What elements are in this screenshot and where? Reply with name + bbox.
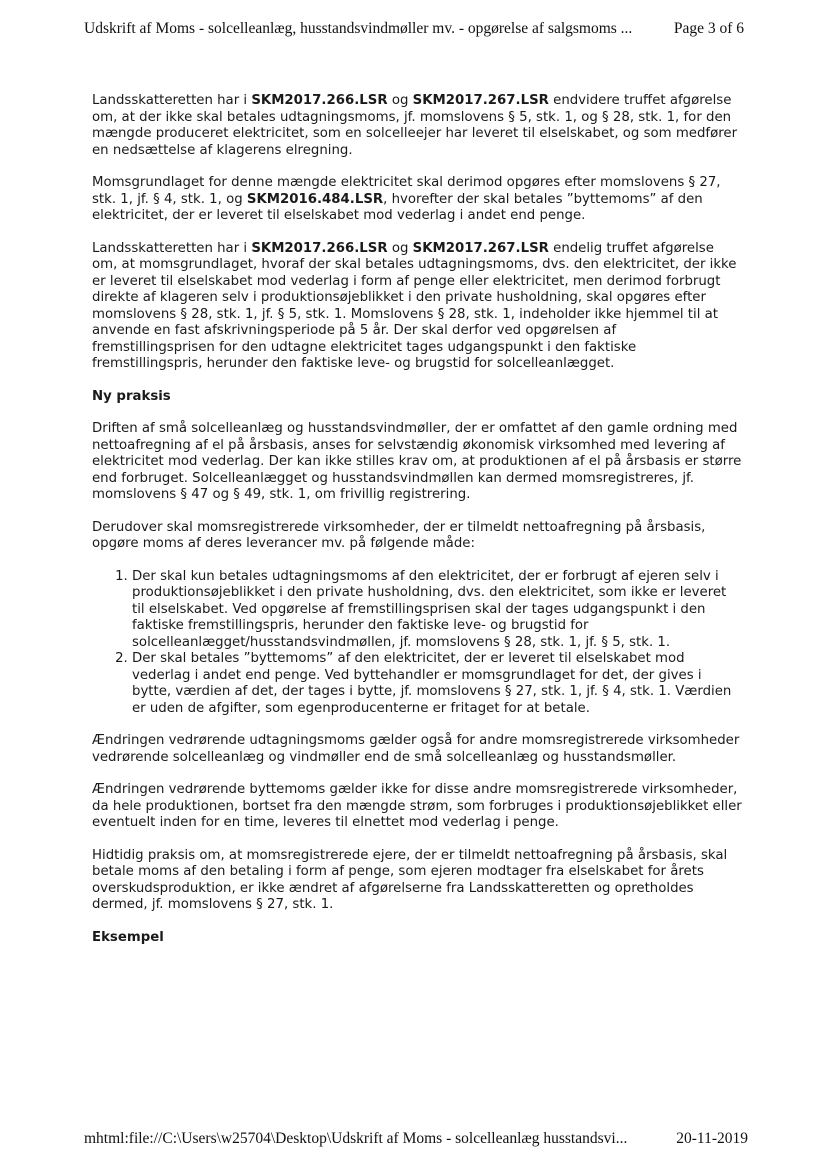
paragraph-4: Driften af små solcelleanlæg og husstandsvindmøller, der er omfattet af den gamle ordning med nettoafregning af el på årsbasis, anses for selvstændig økonomisk virksomhed med levering af elektricitet mod vederlag. Der kan ikke stilles krav om, at produktionen af el på årsbasis er større end forbruget. Solcelleanlægget og husstandsvindmøllen kan dermed momsregistreres, jf. momslovens § 47 og § 49, stk. 1, om frivillig registrering. — [92, 421, 742, 502]
ruling-link: SKM2017.267.LSR — [412, 93, 549, 108]
list-item: 2. Der skal betales ”byttemoms” af den elektricitet, der er leveret til elselskabet mod vederlag i andet end penge. Ved byttehandler er momsgrundlaget for det, der gives i bytte, værdien af det, der tages i bytte, jf. momslovens § 27, stk. 1, jf. § 4, stk. 1. Værdien er uden de afgifter, som egenproducenterne er fritaget for at betale. — [132, 651, 742, 717]
section-heading-ny-praksis: Ny praksis — [92, 388, 171, 404]
print-header — [84, 20, 744, 38]
paragraph-2: Momsgrundlaget for denne mængde elektricitet skal derimod opgøres efter momslovens § 27, stk. 1, jf. § 4, stk. 1, og SKM2016.484.LSR, hvorefter der skal betales ”byttemoms” af den elektricitet, der er leveret til elselskabet mod vederlag i andet end penge. — [92, 175, 721, 223]
file-path: mhtml:file://C:\Users\w25704\Desktop\Udskrift af Moms - solcelleanlæg husstandsvi... — [84, 1130, 628, 1147]
paragraph-1: Landsskatteretten har i SKM2017.266.LSR og SKM2017.267.LSR endvidere truffet afgørelse om, at der ikke skal betales udtagningsmoms, jf. momslovens § 5, stk. 1, og § 28, stk. 1, for den mængde produceret elektricitet, som en solcelleejer har leveret til elselskabet, og som medfører en nedsættelse af klagerens elregning. — [92, 93, 738, 158]
ruling-link: SKM2017.266.LSR — [251, 240, 388, 256]
print-footer — [84, 1130, 748, 1148]
ruling-link: SKM2017.267.LSR — [412, 240, 549, 256]
ruling-link: SKM2016.484.LSR — [246, 191, 384, 207]
document-body — [92, 93, 742, 962]
print-date: 20-11-2019 — [676, 1130, 748, 1147]
paragraph-8: Hidtidig praksis om, at momsregistrerede ejere, der er tilmeldt nettoafregning på årsbasis, skal betale moms af den betaling i form af penge, som ejeren modtager fra elselskabet for årets overskudsproduktion, er ikke ændret af afgørelserne fra Landsskatteretten og opretholdes dermed, jf. momslovens § 27, stk. 1. — [92, 847, 728, 912]
paragraph-5: Derudover skal momsregistrerede virksomheder, der er tilmeldt nettoafregning på årsbasis, opgøre moms af deres leverancer mv. på følgende måde: — [92, 519, 706, 551]
page-number: Page 3 of 6 — [673, 20, 744, 37]
list-item: 1. Der skal kun betales udtagningsmoms af den elektricitet, der er forbrugt af ejeren selv i produktionsøjeblikket i den private husholdning, dvs. den elektricitet, som ikke er leveret til elselskabet. Ved opgørelse af fremstillingsprisen skal der tages udgangspunkt i den faktiske fremstillingspris, herunder den faktiske leve- og brugstid for solcelleanlægget/husstandsvindmøllen, jf. momslovens § 28, stk. 1, jf. § 5, stk. 1. — [132, 569, 742, 652]
paragraph-3: Landsskatteretten har i SKM2017.266.LSR og SKM2017.267.LSR endelig truffet afgørelse om, at momsgrundlaget, hvoraf der skal betales udtagningsmoms, dvs. den elektricitet, der ikke er leveret til elselskabet mod vederlag i form af penge eller elektricitet, men derimod forbrugt direkte af klageren selv i produktionsøjeblikket i den private husholdning, skal opgøres efter momslovens § 28, stk. 1, jf. § 5, stk. 1. Momslovens § 28, stk. 1, indeholder ikke hjemmel til at anvende en fast afskrivningsperiode på 5 år. Der skal derfor ved opgørelsen af fremstillingsprisen for den udtagne elektricitet tages udgangspunkt i den faktiske fremstillingspris, herunder den faktiske leve- og brugstid for solcelleanlægget. — [92, 240, 737, 371]
ruling-link: SKM2017.266.LSR — [251, 93, 388, 108]
document-title: Udskrift af Moms - solcelleanlæg, husstandsvindmøller mv. - opgørelse af salgsmoms ... — [84, 20, 633, 37]
paragraph-6: Ændringen vedrørende udtagningsmoms gælder også for andre momsregistrerede virksomheder vedrørende solcelleanlæg og vindmøller end de små solcelleanlæg og husstandsmøller. — [92, 733, 740, 765]
numbered-list — [92, 569, 742, 718]
paragraph-7: Ændringen vedrørende byttemoms gælder ikke for disse andre momsregistrerede virksomheder, da hele produktionen, bortset fra den mængde strøm, som forbruges i produktionsøjeblikket eller eventuelt inden for en time, leveres til elnettet mod vederlag i penge. — [92, 782, 742, 830]
section-heading-eksempel: Eksempel — [92, 929, 164, 945]
